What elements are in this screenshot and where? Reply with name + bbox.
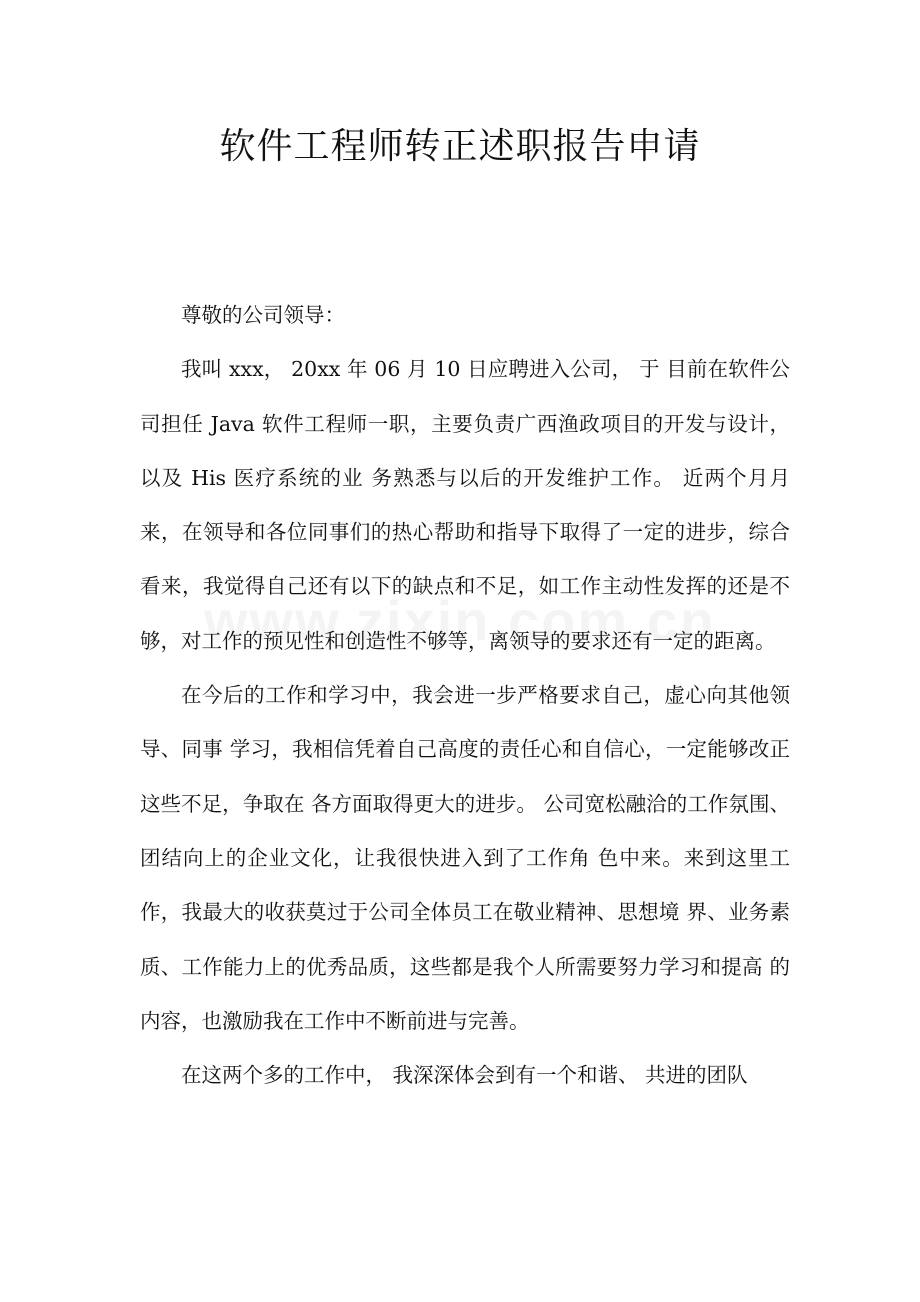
- paragraph-1: 我叫 xxx， 20xx 年 06 月 10 日应聘进入公司， 于 目前在软件公司担任 Java 软件工程师一职，主要负责广西渔政项目的开发与设计，以及 His 医疗系统的业 务熟悉与以后的开发维护工作。 近两个月月来，在领导和各位同事们的热心帮助和指导下取得了一定的进步，综合看来，我觉得自己还有以下的缺点和不足，如工作主动性发挥的还是不 够，对工作的预见性和创造性不够等，离领导的要求还有一定的距离。: [140, 357, 790, 653]
- salutation: 尊敬的公司领导：: [181, 303, 345, 327]
- paragraph-2: 在今后的工作和学习中，我会进一步严格要求自己，虚心向其他领导、同事 学习，我相信凭着自己高度的责任心和自信心，一定能够改正这些不足，争取在 各方面取得更大的进步。 公司宽松融洽的工作氛围、团结向上的企业文化，让我很快进入到了工作角 色中来。来到这里工作，我最大的收获莫过于公司全体员工在敬业精神、思想境 界、业务素质、工作能力上的优秀品质，这些都是我个人所需要努力学习和提高 的内容，也激励我在工作中不断前进与完善。: [140, 683, 790, 1033]
- document-body: [140, 288, 790, 1102]
- paragraph-3: 在这两个多的工作中， 我深深体会到有一个和谐、 共进的团队: [181, 1063, 748, 1088]
- document-title: 软件工程师转正述职报告申请: [219, 126, 701, 167]
